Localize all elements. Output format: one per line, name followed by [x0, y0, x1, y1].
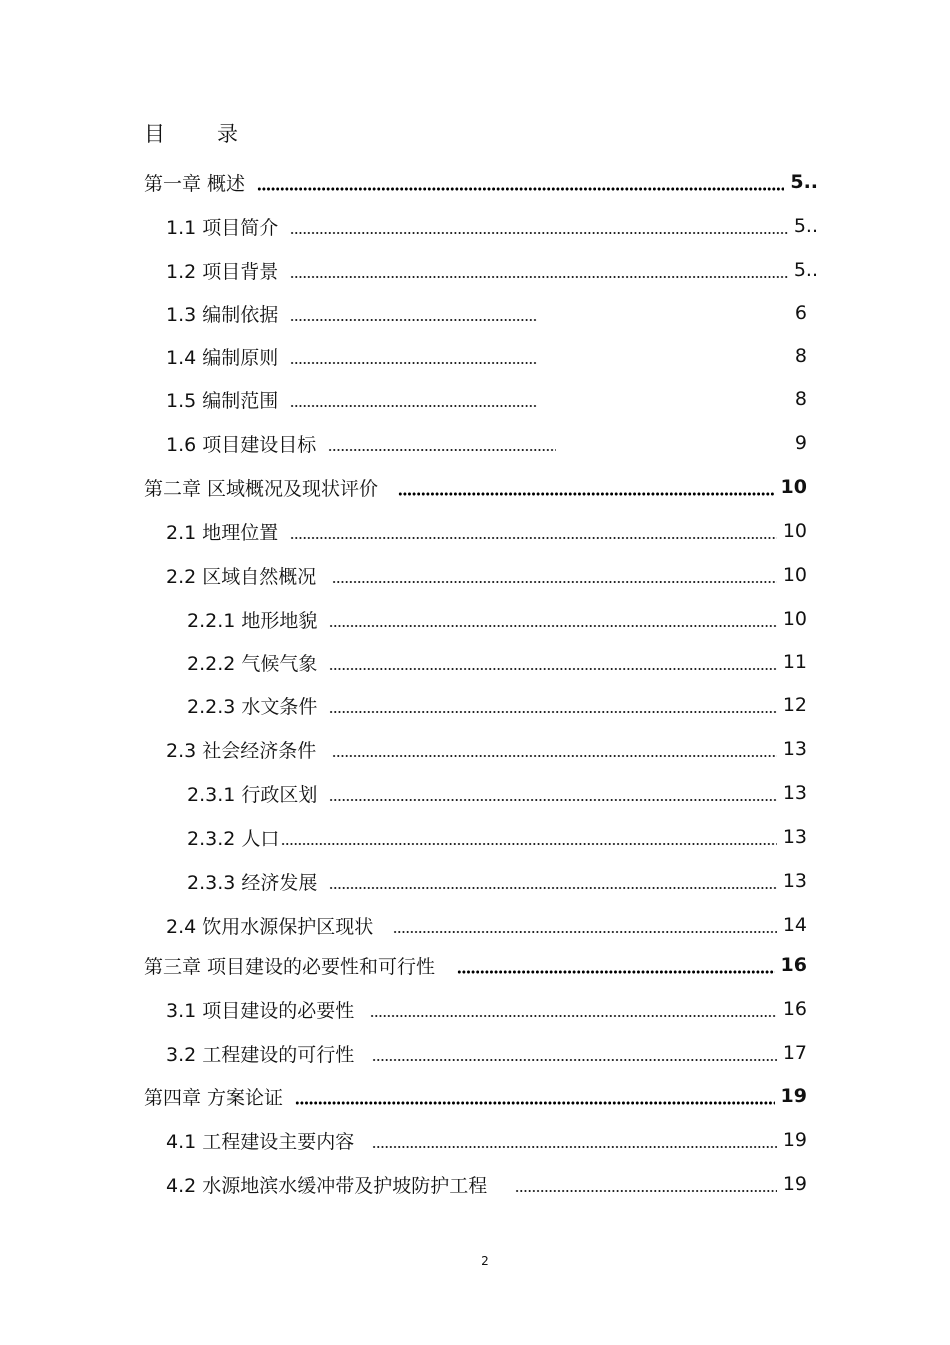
- toc-entry-page: 10: [782, 608, 807, 630]
- dot-leader: [290, 256, 788, 284]
- toc-entry-chapter-1[interactable]: [144, 168, 818, 196]
- toc-entry-label: 3.1 项目建设的必要性: [166, 999, 355, 1022]
- toc-entry-page: 16: [780, 954, 807, 976]
- toc-entry-1-2[interactable]: [166, 256, 818, 284]
- toc-entry-1-5[interactable]: [166, 385, 807, 413]
- toc-entry-label: 1.2 项目背景: [166, 260, 279, 283]
- toc-entry-label: 2.2.2 气候气象: [187, 652, 318, 675]
- toc-entry-1-4[interactable]: [166, 342, 807, 370]
- toc-entry-4-1[interactable]: [166, 1126, 807, 1154]
- toc-entry-label: 4.1 工程建设主要内容: [166, 1130, 355, 1153]
- toc-entry-page: 16: [782, 998, 807, 1020]
- toc-title: 目录: [144, 122, 290, 146]
- toc-entry-page: 9: [794, 432, 807, 454]
- toc-entry-1-3[interactable]: [166, 299, 807, 327]
- dot-leader: [328, 429, 556, 457]
- toc-entry-label: 2.3.2 人口: [187, 827, 280, 850]
- toc-entry-label: 2.2.3 水文条件: [187, 695, 318, 718]
- toc-entry-2-4[interactable]: [166, 911, 807, 939]
- dot-leader: [370, 995, 777, 1023]
- toc-entry-label: 1.6 项目建设目标: [166, 433, 317, 456]
- toc-entry-label: 2.2 区域自然概况: [166, 565, 317, 588]
- toc-entry-page: 19: [782, 1173, 807, 1195]
- dot-leader: [457, 951, 775, 979]
- toc-entry-2-2-2[interactable]: [187, 648, 807, 676]
- toc-entry-label: 2.1 地理位置: [166, 521, 279, 544]
- dot-leader: [393, 911, 777, 939]
- toc-entry-3-1[interactable]: [166, 995, 807, 1023]
- toc-entry-label: 1.5 编制范围: [166, 389, 279, 412]
- dot-leader: [281, 823, 776, 851]
- toc-entry-2-2[interactable]: [166, 561, 807, 589]
- toc-entry-1-6[interactable]: [166, 429, 807, 457]
- dot-leader: [290, 342, 538, 370]
- toc-entry-2-1[interactable]: [166, 517, 807, 545]
- toc-entry-label: 1.4 编制原则: [166, 346, 279, 369]
- dot-leader: [290, 385, 538, 413]
- dot-leader: [290, 299, 538, 327]
- dot-leader: [329, 779, 776, 807]
- toc-entry-chapter-3[interactable]: [144, 951, 807, 979]
- toc-entry-2-3-3[interactable]: [187, 867, 807, 895]
- toc-entry-page: 19: [780, 1085, 807, 1107]
- dot-leader: [332, 735, 777, 763]
- toc-entry-page: 13: [782, 738, 807, 760]
- toc-entry-page: 11: [782, 651, 807, 673]
- toc-entry-label: 2.2.1 地形地貌: [187, 609, 318, 632]
- toc-entry-chapter-2[interactable]: [144, 473, 807, 501]
- toc-entry-page: 5..: [793, 215, 818, 237]
- toc-entry-page: 10: [782, 520, 807, 542]
- dot-leader: [398, 473, 775, 501]
- dot-leader: [290, 212, 788, 240]
- toc-entry-page: 10: [782, 564, 807, 586]
- toc-entry-page: 13: [782, 870, 807, 892]
- toc-entry-chapter-4[interactable]: [144, 1082, 807, 1110]
- toc-entry-label: 2.3.1 行政区划: [187, 783, 318, 806]
- dot-leader: [329, 867, 776, 895]
- dot-leader: [329, 648, 776, 676]
- dot-leader: [295, 1082, 775, 1110]
- toc-entry-page: 10: [780, 476, 807, 498]
- toc-entry-page: 8: [794, 345, 807, 367]
- toc-entry-page: 17: [782, 1042, 807, 1064]
- toc-entry-label: 3.2 工程建设的可行性: [166, 1043, 355, 1066]
- toc-entry-2-2-1[interactable]: [187, 605, 807, 633]
- toc-entry-label: 4.2 水源地滨水缓冲带及护坡防护工程: [166, 1174, 488, 1197]
- dot-leader: [372, 1039, 777, 1067]
- toc-entry-label: 1.1 项目简介: [166, 216, 279, 239]
- toc-entry-2-3[interactable]: [166, 735, 807, 763]
- toc-entry-page: 19: [782, 1129, 807, 1151]
- toc-entry-page: 13: [782, 826, 807, 848]
- toc-entry-page: 12: [782, 694, 807, 716]
- toc-entry-2-3-2[interactable]: [187, 823, 807, 851]
- toc-entry-label: 2.4 饮用水源保护区现状: [166, 915, 374, 938]
- toc-entry-1-1[interactable]: [166, 212, 818, 240]
- page-number: 2: [481, 1254, 489, 1268]
- toc-entry-label: 2.3.3 经济发展: [187, 871, 318, 894]
- toc-entry-2-3-1[interactable]: [187, 779, 807, 807]
- dot-leader: [372, 1126, 777, 1154]
- toc-entry-label: 第四章 方案论证: [144, 1086, 284, 1109]
- toc-entry-label: 2.3 社会经济条件: [166, 739, 317, 762]
- dot-leader: [329, 691, 776, 719]
- toc-entry-label: 第三章 项目建设的必要性和可行性: [144, 955, 436, 978]
- toc-entry-label: 1.3 编制依据: [166, 303, 279, 326]
- dot-leader: [515, 1170, 777, 1198]
- toc-entry-page: 8: [794, 388, 807, 410]
- toc-entry-page: 5..: [790, 171, 818, 193]
- dot-leader: [329, 605, 776, 633]
- dot-leader: [332, 561, 777, 589]
- toc-entry-page: 6: [794, 302, 807, 324]
- toc-entry-4-2[interactable]: [166, 1170, 807, 1198]
- toc-entry-label: 第一章 概述: [144, 172, 246, 195]
- toc-entry-page: 5..: [793, 259, 818, 281]
- toc-entry-2-2-3[interactable]: [187, 691, 807, 719]
- toc-entry-page: 14: [782, 914, 807, 936]
- dot-leader: [257, 168, 784, 196]
- dot-leader: [290, 517, 777, 545]
- toc-entry-3-2[interactable]: [166, 1039, 807, 1067]
- toc-entry-label: 第二章 区域概况及现状评价: [144, 477, 379, 500]
- toc-entry-page: 13: [782, 782, 807, 804]
